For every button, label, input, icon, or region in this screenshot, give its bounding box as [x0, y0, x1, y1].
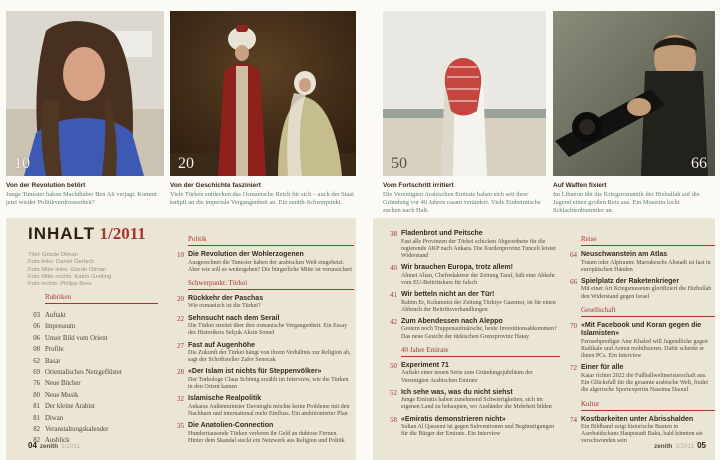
rubriken-label: Auftakt — [45, 312, 66, 319]
rubriken-item — [28, 321, 160, 332]
entry-description: Fernsehprediger Amr Khaled will Jugendliche gegen Radikale und Armut mobilisieren. Dafür schenkt er ihnen PCs. Ein Interview — [581, 338, 708, 360]
folio-magazine-name: zenith — [39, 443, 59, 450]
toc-entry — [385, 230, 560, 260]
page-number: 62 — [33, 357, 40, 365]
section-header: Kultur — [581, 400, 715, 411]
caption-photo-2 — [170, 182, 356, 207]
caption-body: Im Libanon übt die Kriegsromantik der Hizbullah auf die Jugend einen großen Reiz aus. Ein Museum lockt Schlachtenbummler an. — [553, 190, 700, 214]
folio-issue: 1/2011 — [61, 443, 80, 450]
page-number: 38 — [390, 230, 397, 238]
page-number: 50 — [390, 361, 397, 370]
entry-description: Ankaras Außenminister Davutoglu möchte keine Probleme mit den Nachbarn und international mehr Einfluss. Ein ambitionierter Plan — [188, 403, 350, 418]
photo-credit-line: Foto links: Daniel Gerlach — [28, 259, 95, 266]
section-header: Reise — [581, 235, 715, 246]
entry-title: Die Anatolien-Connection — [188, 422, 274, 430]
entry-title: Zum Abendessen nach Aleppo — [401, 317, 503, 325]
entry-title: Wir betteln nicht an der Tür! — [401, 291, 495, 299]
page-number: 03 — [33, 312, 40, 319]
entry-description: Fast alle Provinzen der Türkei schicken Abgeordnete für die regierende AKP nach Ankara. Die Kurdenprovinz Tunceli leistet Widerstand — [401, 238, 556, 259]
page-number: 28 — [177, 368, 184, 377]
page-number: 76 — [33, 380, 40, 388]
rubriken-item — [28, 310, 160, 321]
entry-description: Ahmet Altan, Chefredakteur der Zeitung Taraf, hält eine Abkehr vom EU-Beitrittskurs für falsch — [401, 272, 556, 286]
entry-description: Die Türkei streitet über ihre osmanische Vergangenheit. Ein Essay des Historikers Selçuk Aksin Somel — [188, 323, 348, 337]
rubriken-label: Neue Bücher — [45, 380, 81, 388]
rubriken-label: Unser Bild vom Orient — [45, 334, 108, 342]
page-number: 41 — [390, 291, 397, 300]
toc-heading — [28, 224, 146, 244]
toc-entry — [565, 364, 715, 394]
photo-ottoman-couple — [170, 11, 356, 176]
page-number: 10 — [177, 251, 184, 259]
photo-boy-with-rifle-art — [553, 11, 715, 176]
caption-title: Auf Waffen fixiert — [553, 182, 607, 189]
entry-title: Fladenbrot und Peitsche — [401, 230, 483, 237]
section-header: Gesellschaft — [581, 306, 715, 317]
page-number: 32 — [177, 395, 184, 404]
section-header: 40 Jahre Emirate — [401, 346, 560, 357]
page-number: 27 — [177, 341, 184, 350]
page-number: 74 — [570, 415, 577, 424]
toc-title: INHALT — [28, 224, 96, 243]
caption-title: Von der Geschichte fasziniert — [170, 182, 261, 189]
rubriken-item — [28, 390, 160, 401]
rubriken-item — [28, 356, 160, 367]
caption-body: Die Vereinigten Arabischen Emirate haben sich seit ihrer Gründung vor 40 Jahren rasant verändert. Viele Einheimische suchen nach Halt. — [383, 190, 541, 214]
toc-entry — [172, 395, 354, 418]
page-number: 64 — [570, 251, 577, 259]
rubriken-item — [28, 333, 160, 344]
page-number: 52 — [390, 388, 397, 397]
folio-left — [28, 441, 80, 450]
entry-description: Wie osmanisch ist die Türkei? — [188, 303, 261, 310]
caption-title: Vom Fortschritt irritiert — [383, 182, 454, 189]
page-number: 35 — [177, 422, 184, 431]
page-number: 70 — [570, 321, 577, 330]
folio-right — [654, 441, 706, 450]
photo-emirati-man-beach — [383, 11, 546, 176]
entry-description: Der Turkologe Claus Schönig erzählt im Interview, wie die Türken in den Orient kamen — [188, 376, 349, 391]
caption-body: Viele Türken entdecken das Osmanische Reich für sich – auch der Staat knüpft an die imperiale Vergangenheit an. Ein zenith-Schwerpunkt. — [170, 190, 354, 206]
photo-credits — [28, 252, 111, 288]
toc-column-reise-gesellschaft-kultur — [565, 230, 715, 450]
page-number: 42 — [390, 317, 397, 326]
entry-description: Traum oder Alptraum: Marrakeschs Altstadt ist fast in europäischen Händen — [581, 259, 711, 273]
entry-description: Rahim Er, Kolumnist der Zeitung Türkiye Gazetesi, ist für einen Abbruch der Beitrittsverhandlungen — [401, 299, 556, 313]
photo-ottoman-couple-art — [170, 11, 356, 176]
folio-issue: 1/2011 — [675, 443, 695, 450]
entry-title: Die Revolution der Wohlerzogenen — [188, 251, 304, 258]
page-number: 20 — [177, 294, 184, 303]
page-number: 06 — [33, 323, 40, 331]
photo-credit-line: Foto rechts: Philipp Breu — [28, 281, 92, 288]
photo-page-number: 66 — [691, 155, 707, 172]
page-number: 82 — [33, 437, 40, 445]
section-header-rubriken: Rubriken — [45, 293, 158, 304]
rubriken-label: Orientalisches Netzgeflüster — [45, 369, 123, 377]
entry-title: «Mit Facebook und Koran gegen die Islamisten» — [581, 321, 702, 338]
rubriken-item — [28, 367, 160, 378]
entry-description: Ein Bildband zeigt historische Bauten in Aserbaidschans Hauptstadt Baku, bald könnten sie verschwunden sein — [581, 424, 703, 445]
toc-entry — [565, 278, 715, 301]
photo-credit-line: Foto Mitte rechts: Katrin Greiling — [28, 273, 112, 280]
caption-photo-4 — [553, 182, 715, 215]
rubriken-section — [28, 293, 160, 447]
page-number: 40 — [390, 264, 397, 273]
entry-title: Rückkehr der Paschas — [188, 294, 264, 302]
entry-description: Hunderttausende Türken verloren ihr Geld an dubiose Firmen. Hinter dem Skandal steckt ein Netzwerk aus Religion und Politik — [188, 430, 345, 444]
toc-entry — [172, 315, 354, 338]
page-number: 81 — [33, 414, 40, 422]
toc-entry — [172, 342, 354, 365]
toc-entry — [172, 251, 354, 274]
toc-entry — [385, 362, 560, 385]
entry-title: Spielplatz der Raketenkrieger — [581, 277, 680, 285]
toc-entry — [385, 318, 560, 341]
caption-body: Junge Tunesier haben Machthaber Ben Ali verjagt. Kommt jetzt wieder Politikverdrossenheit? — [6, 190, 157, 206]
toc-column-politik — [172, 230, 354, 449]
page-number: 58 — [390, 415, 397, 424]
entry-description: Ausgerechnet die Tunesier haben der arabischen Welt eingeheizt. Aber wie soll es weitergehen? Die bürgerliche Mitte ist verunsichert — [188, 259, 352, 273]
rubriken-label: Profile — [45, 346, 64, 354]
toc-entry — [565, 251, 715, 274]
rubriken-label: Der kleine Arabist — [45, 403, 95, 411]
toc-entry — [385, 416, 560, 439]
entry-title: Experiment 71 — [401, 361, 449, 369]
rubriken-item — [28, 424, 160, 435]
page-number: 66 — [570, 277, 577, 286]
photo-credit-line: Foto Mitte links: Gözde Otman — [28, 266, 107, 273]
caption-title: Von der Revolution betört — [6, 182, 86, 189]
rubriken-list — [28, 310, 160, 447]
caption-photo-3 — [383, 182, 546, 215]
folio-page-number: 04 — [28, 441, 37, 450]
page-number: 80 — [33, 391, 40, 399]
page-number: 82 — [33, 426, 40, 434]
folio-page-number: 05 — [697, 441, 706, 450]
toc-entry — [172, 295, 354, 311]
photo-credit-line: Titel: Gözde Otman — [28, 252, 79, 258]
entry-title: Ich sehe was, was du nicht siehst — [401, 388, 513, 396]
entry-title: Kostbarkeiten unter Abrisshalden — [581, 415, 694, 423]
rubriken-item — [28, 413, 160, 424]
rubriken-label: Ausblick — [45, 437, 70, 445]
toc-entry — [385, 389, 560, 412]
entry-title: Neuschwanstein am Atlas — [581, 251, 668, 258]
entry-title: «Der Islam ist nichts für Steppenvölker» — [188, 368, 322, 376]
page-number: 08 — [33, 346, 40, 354]
entry-description: Die Zukunft der Türkei hängt von ihrem Verhältnis zur Religion ab, sagt der Schriftsteller Zafer Senocak — [188, 350, 351, 364]
page-number: 69 — [33, 369, 40, 377]
entry-title: Einer für alle — [581, 364, 624, 372]
entry-description: Junge Emiratis haben zunehmend Schwierigkeiten, sich im eigenen Land zu behaupten, wo Ausländer die Mehrheit bilden — [401, 397, 552, 411]
photo-page-number: 50 — [391, 155, 407, 172]
entry-title: Fast auf Augenhöhe — [188, 341, 256, 349]
folio-magazine-name: zenith — [654, 443, 673, 450]
toc-entry — [385, 264, 560, 287]
rubriken-label: Neue Musik — [45, 391, 79, 399]
photo-boy-with-rifle — [553, 11, 715, 176]
toc-entry — [172, 368, 354, 391]
page-number: 06 — [33, 334, 40, 342]
entry-description: Auftakt einer neuen Serie zum Gründungsjubiläum der Vereinigten Arabischen Emirate — [401, 370, 533, 384]
entry-description: Mit einer Art Kriegsmuseum glorifiziert die Hizbullah den Widerstand gegen Israel — [581, 286, 712, 300]
toc-column-tuerkei-emirate — [385, 230, 560, 443]
photo-tunisian-woman-art — [6, 11, 164, 176]
toc-entry — [565, 322, 715, 361]
rubriken-item — [28, 378, 160, 389]
section-header: Politik — [188, 235, 354, 246]
entry-title: Wir brauchen Europa, trotz allem! — [401, 264, 513, 272]
photo-page-number: 10 — [14, 155, 30, 172]
rubriken-item — [28, 401, 160, 412]
caption-photo-1 — [6, 182, 164, 207]
photo-page-number: 20 — [178, 155, 194, 172]
photo-tunisian-woman — [6, 11, 164, 176]
photo-emirati-man-beach-art — [383, 11, 546, 176]
page-number: 22 — [177, 314, 184, 323]
entry-description: Sultan Al Qassemi ist gegen Subventionen und Begünstigungen für die Bürger der Emirate. Ein Interview — [401, 424, 555, 438]
entry-title: Islamische Realpolitik — [188, 395, 262, 403]
page-number: 72 — [570, 364, 577, 373]
toc-entry — [172, 422, 354, 445]
entry-title: Sehnsucht nach dem Serail — [188, 314, 280, 322]
page-number: 81 — [33, 403, 40, 411]
rubriken-label: Basar — [45, 357, 61, 365]
entry-title: «Emiratis demonstrieren nicht» — [401, 415, 506, 423]
rubriken-item — [28, 344, 160, 355]
toc-issue: 1/2011 — [99, 224, 146, 243]
rubriken-label: Diwan — [45, 414, 64, 422]
entry-description: Gestern noch Truppenaufmärsche, heute Investitionsabkommen? Das neue Gesicht der türkischen Grenzprovinz Hatay — [401, 326, 557, 340]
toc-entry — [385, 291, 560, 314]
rubriken-label: Impressum — [45, 323, 76, 331]
section-header: Schwerpunkt: Türkei — [188, 279, 354, 290]
rubriken-label: Veranstaltungskalender — [45, 426, 109, 434]
entry-description: Katar richtet 2022 die Fußballweltmeisterschaft aus. Ein Glücksfall für die gesamte arabische Welt, findet die algerische Sportexpertin Nassima Daoud — [581, 372, 709, 394]
